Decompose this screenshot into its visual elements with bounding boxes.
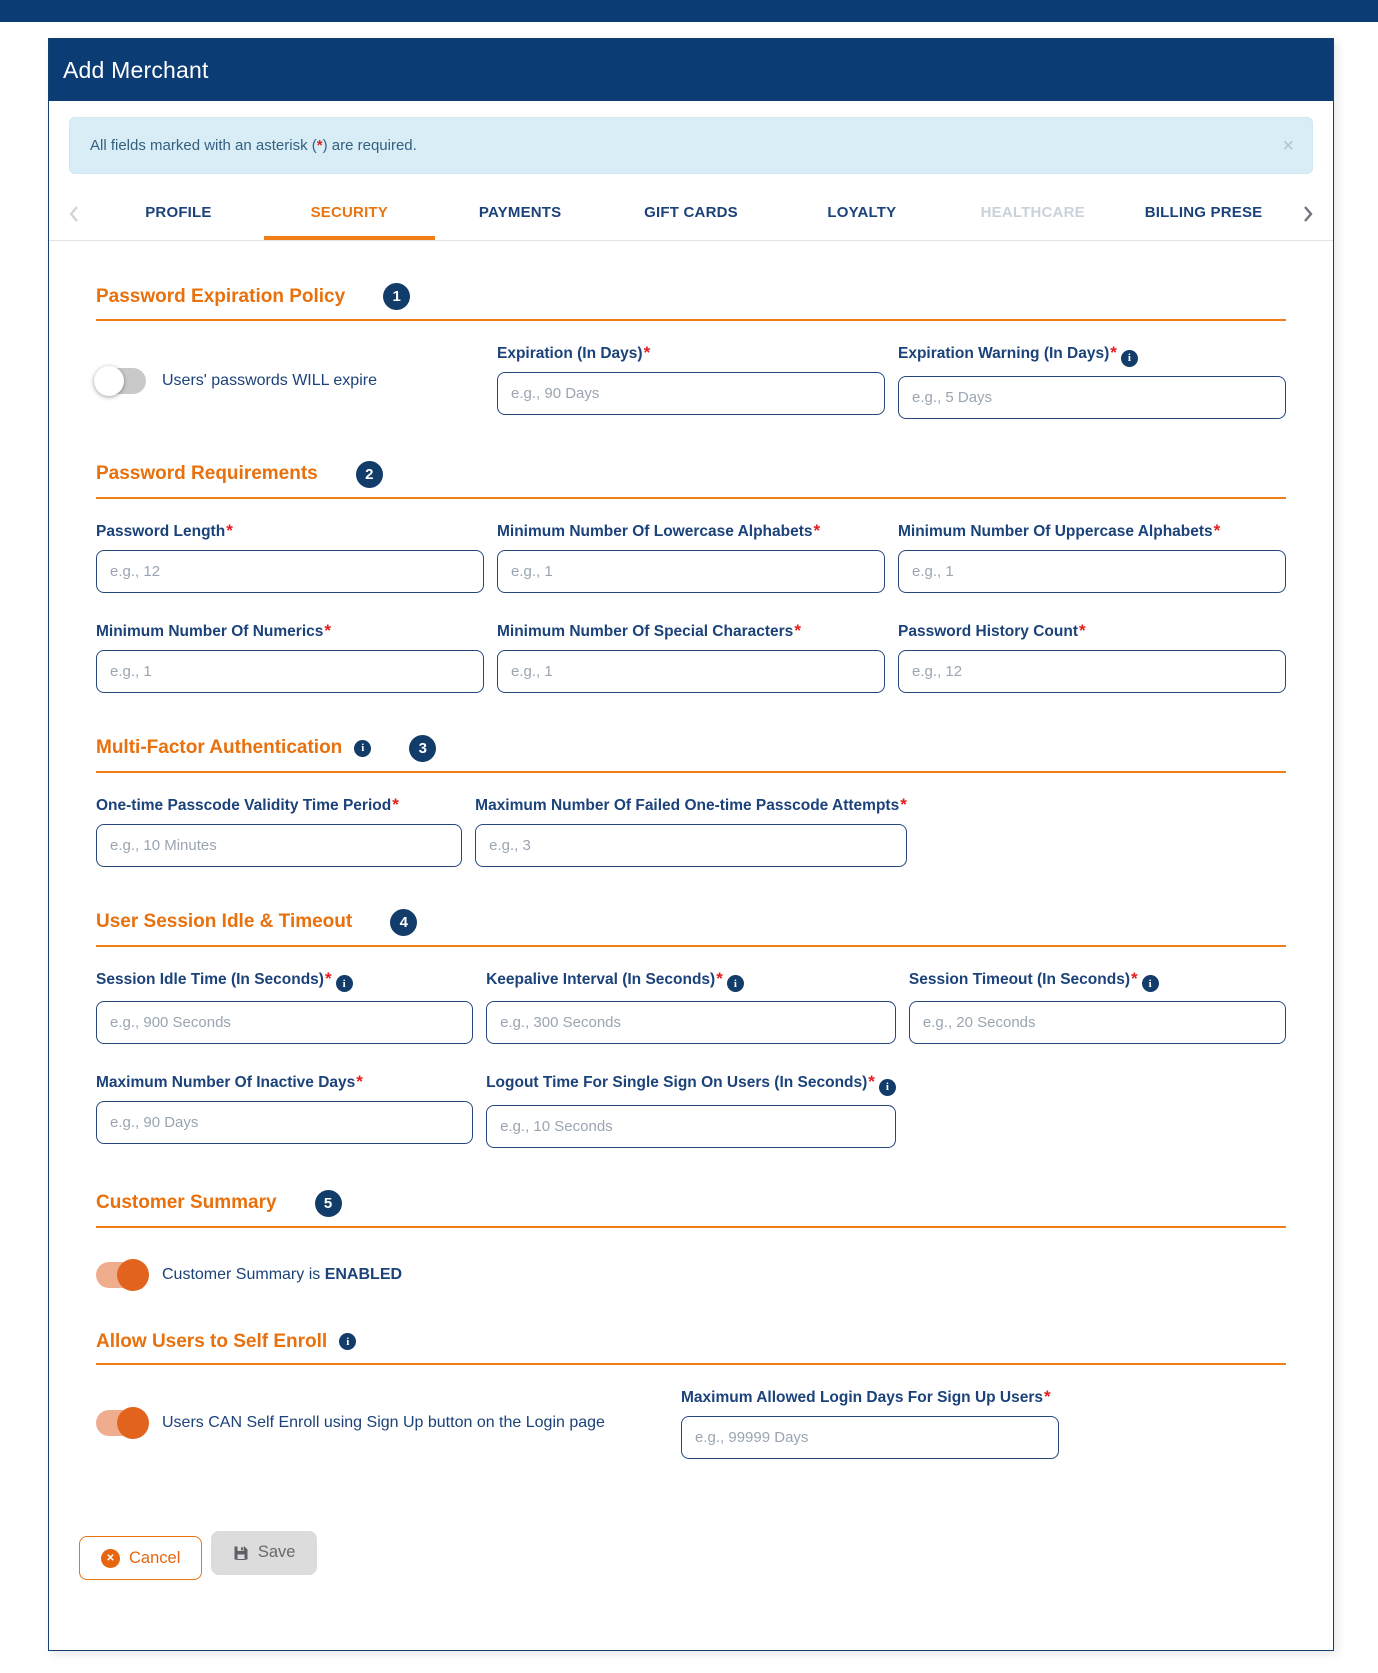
step-badge-5: 5 [315, 1190, 342, 1217]
required-asterisk: * [316, 137, 323, 154]
session-idle-input[interactable] [96, 1001, 473, 1044]
field-label: Keepalive Interval (In Seconds)* i [486, 969, 896, 993]
field-label: Expiration (In Days)* [497, 343, 651, 362]
form-field [497, 621, 885, 693]
top-navigation-bar [0, 0, 1378, 22]
required-asterisk: * [1044, 1386, 1051, 1406]
section-heading-mfa [96, 735, 1286, 773]
step-badge-4: 4 [390, 909, 417, 936]
section-heading-password-requirements [96, 461, 1286, 499]
keepalive-interval-input[interactable] [486, 1001, 896, 1044]
tab-payments[interactable]: PAYMENTS [478, 203, 562, 221]
section-title: User Session Idle & Timeout [96, 911, 353, 932]
required-fields-banner [69, 117, 1313, 174]
field-label: Password Length* [96, 520, 233, 540]
toggle-row [96, 1387, 681, 1459]
required-asterisk: * [900, 794, 907, 814]
form-field [497, 343, 885, 419]
page-title: Add Merchant [63, 56, 209, 83]
required-asterisk: * [1213, 520, 1221, 540]
field-label: Password History Count* [898, 620, 1086, 640]
tab-loyalty[interactable]: LOYALTY [827, 203, 897, 221]
chevron-left-icon[interactable] [55, 188, 93, 240]
password-requirements-fields [96, 521, 1286, 693]
form-field [96, 1072, 473, 1148]
field-label: Logout Time For Single Sign On Users (In Seconds)* i [486, 1072, 896, 1096]
form-actions [49, 1459, 1333, 1651]
customer-summary-toggle-row [96, 1262, 1286, 1288]
required-asterisk: * [794, 620, 801, 640]
section-heading-self-enroll [96, 1330, 1286, 1365]
required-asterisk: * [868, 1072, 875, 1091]
tab-profile[interactable]: PROFILE [145, 203, 212, 221]
info-icon[interactable]: i [336, 975, 353, 992]
field-label: Session Idle Time (In Seconds)* i [96, 969, 473, 993]
form-field [909, 969, 1286, 1045]
mfa-fields [96, 795, 1286, 867]
form-field [497, 521, 885, 593]
customer-summary-toggle[interactable] [96, 1262, 146, 1288]
form-field [96, 621, 484, 693]
save-floppy-icon [233, 1545, 249, 1561]
required-asterisk: * [716, 968, 723, 988]
section-title: Password Expiration Policy [96, 285, 346, 307]
self-enroll-toggle[interactable] [96, 1410, 146, 1436]
max-inactive-days-input[interactable] [96, 1101, 473, 1144]
step-badge-1: 1 [383, 283, 410, 310]
step-badge-3: 3 [409, 735, 436, 762]
min-numerics-input[interactable] [96, 650, 484, 693]
save-button[interactable]: Save [211, 1531, 318, 1575]
add-merchant-panel [48, 38, 1334, 1651]
required-asterisk: * [813, 520, 821, 540]
section-title: Password Requirements [96, 463, 318, 484]
max-failed-otp-input[interactable] [475, 824, 907, 867]
security-tab-content [49, 283, 1333, 1459]
field-label: Maximum Number Of Inactive Days* [96, 1072, 363, 1091]
section-title: Multi-Factor Authentication [96, 737, 343, 758]
password-length-input[interactable] [96, 550, 484, 593]
max-login-days-signup-input[interactable] [681, 1416, 1059, 1459]
toggle-knob [94, 366, 124, 396]
min-lowercase-input[interactable] [497, 550, 885, 593]
info-icon[interactable]: i [354, 740, 371, 757]
section-heading-customer-summary [96, 1190, 1286, 1228]
tab-security[interactable]: SECURITY [264, 188, 435, 240]
tab-healthcare[interactable]: HEALTHCARE [980, 203, 1085, 221]
section-title: Allow Users to Self Enroll [96, 1330, 328, 1352]
toggle-label: Customer Summary is ENABLED [162, 1265, 403, 1283]
otp-validity-input[interactable] [96, 824, 462, 867]
form-field [96, 969, 473, 1045]
toggle-knob [117, 1407, 149, 1439]
toggle-state-text: ENABLED [324, 1265, 403, 1283]
required-asterisk: * [392, 794, 399, 814]
session-fields [96, 969, 1286, 1148]
field-label: Expiration Warning (In Days)* i [898, 343, 1286, 367]
form-field [898, 621, 1286, 693]
form-field [486, 1072, 896, 1148]
info-icon[interactable]: i [1121, 350, 1138, 367]
chevron-right-icon[interactable] [1289, 188, 1327, 240]
sso-logout-time-input[interactable] [486, 1105, 896, 1148]
field-label: Minimum Number Of Special Characters* [497, 620, 801, 640]
toggle-knob [117, 1259, 149, 1291]
toggle-label: Users' passwords WILL expire [162, 371, 377, 389]
close-icon[interactable]: × [1282, 134, 1294, 157]
password-expiration-fields [96, 343, 1286, 419]
toggle-label: Users CAN Self Enroll using Sign Up button on the Login page [162, 1413, 605, 1431]
panel-header [49, 39, 1333, 101]
required-asterisk: * [1079, 620, 1086, 640]
toggle-row [96, 343, 484, 419]
field-label: Maximum Allowed Login Days For Sign Up Users* [681, 1386, 1051, 1406]
section-title: Customer Summary [96, 1192, 277, 1213]
field-label: Maximum Number Of Failed One-time Passcode Attempts* [475, 794, 907, 814]
session-timeout-input[interactable] [909, 1001, 1286, 1044]
cancel-button[interactable]: ✕ Cancel [79, 1536, 202, 1580]
info-icon[interactable]: i [879, 1079, 896, 1096]
field-label: Session Timeout (In Seconds)* i [909, 969, 1286, 993]
step-badge-2: 2 [356, 461, 383, 488]
required-asterisk: * [226, 520, 233, 540]
form-field [486, 969, 896, 1045]
field-label: Minimum Number Of Numerics* [96, 620, 331, 640]
required-asterisk: * [324, 620, 331, 640]
required-asterisk: * [1110, 343, 1117, 362]
expiration-days-input[interactable] [497, 372, 885, 415]
form-field [96, 795, 462, 867]
field-label: One-time Passcode Validity Time Period* [96, 794, 399, 814]
field-label: Minimum Number Of Uppercase Alphabets* [898, 520, 1221, 540]
required-asterisk: * [356, 1072, 363, 1091]
password-history-input[interactable] [898, 650, 1286, 693]
min-uppercase-input[interactable] [898, 550, 1286, 593]
section-heading-password-expiration [96, 283, 1286, 321]
tab-billing-presentment[interactable]: BILLING PRESE [1144, 203, 1263, 221]
cancel-circle-icon: ✕ [101, 1549, 120, 1568]
self-enroll-fields [96, 1387, 1286, 1459]
info-icon[interactable]: i [727, 975, 744, 992]
banner-text: All fields marked with an asterisk (*) are required. [90, 137, 417, 154]
expiration-warning-input[interactable] [898, 376, 1286, 419]
required-asterisk: * [1130, 968, 1138, 988]
required-asterisk: * [324, 968, 332, 988]
password-expire-toggle[interactable] [96, 368, 146, 394]
form-field [898, 343, 1286, 419]
required-asterisk: * [643, 343, 651, 362]
section-heading-session [96, 909, 1286, 947]
tab-gift-cards[interactable]: GIFT CARDS [644, 203, 738, 221]
info-icon[interactable]: i [339, 1333, 356, 1350]
tab-bar [49, 188, 1333, 241]
form-field [898, 521, 1286, 593]
min-special-chars-input[interactable] [497, 650, 885, 693]
field-label: Minimum Number Of Lowercase Alphabets* [497, 520, 821, 540]
form-field [681, 1387, 1059, 1459]
form-field [96, 521, 484, 593]
form-field [475, 795, 907, 867]
info-icon[interactable]: i [1142, 975, 1159, 992]
